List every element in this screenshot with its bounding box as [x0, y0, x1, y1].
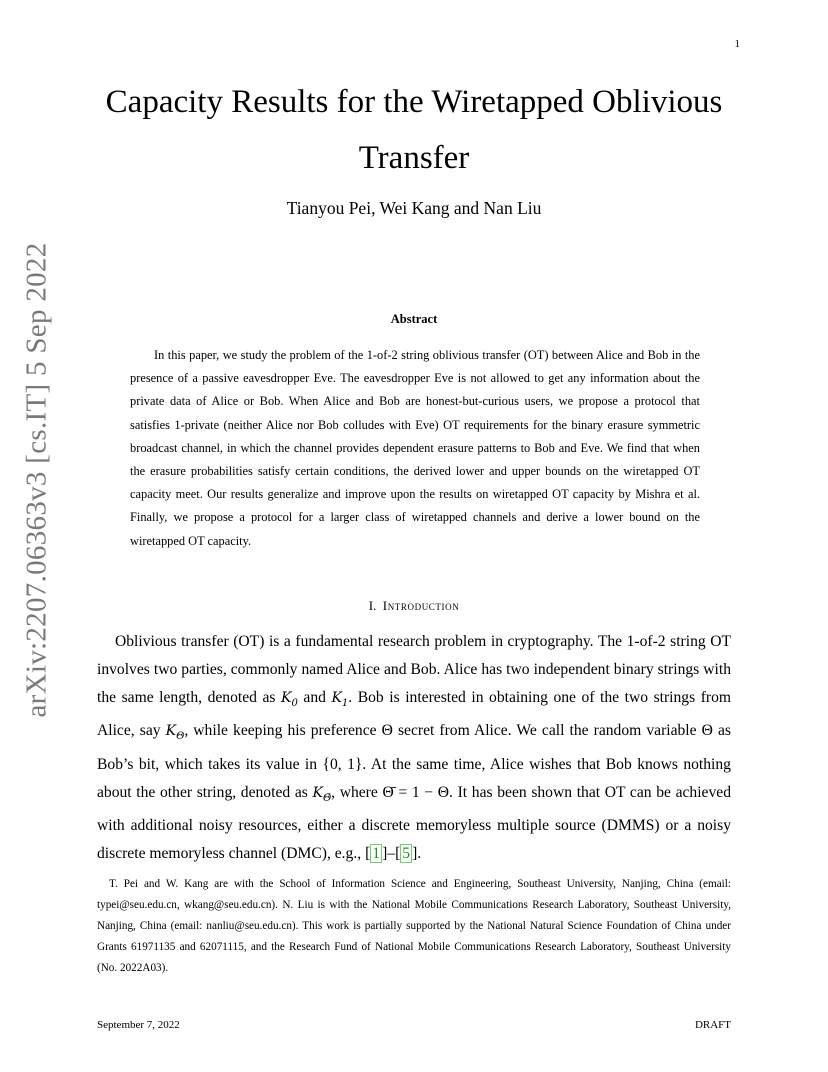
intro-text-5: , where	[331, 783, 383, 801]
section-heading	[100, 598, 728, 614]
page-number: 1	[734, 38, 740, 50]
math-k1: $K_1$	[331, 689, 349, 709]
intro-text-1: Oblivious transfer (OT) is a fundamental research problem in cryptography. The 1-of-2 string OT involves two parties, commonly named Alice and Bob. Alice has two independent binary strings with the same length, denoted as	[97, 633, 731, 706]
intro-paragraph: Oblivious transfer (OT) is a fundamental research problem in cryptography. The 1-of-2 string OT involves two parties, commonly named Alice and Bob. Alice has two independent binary strings with the same length, denoted as $K_0$ and $K_1$. Bob is interested in obtaining one of the two strings from Alice, say $K_\Theta$, while keeping his preference Θ secret from Alice. We call the random variable Θ as Bob’s bit, which takes its value in {0, 1}. At the same time, Alice wishes that Bob knows nothing about the other string, denoted as $K_{\Thetā}$, where Θ̄ = 1 − Θ. It has been shown that OT can be achieved with additional noisy resources, either a discrete memoryless multiple source (DMMS) or a noisy discrete memoryless channel (DMC), e.g., [ 1 ]–[ 5 ].	[97, 633, 732, 862]
intro-and: and	[297, 688, 332, 706]
intro-text-7: .	[417, 844, 422, 862]
math-k0: $K_0$	[281, 689, 298, 709]
section-title: Introduction	[382, 598, 460, 613]
math-set: {0, 1}	[322, 755, 363, 773]
affiliation-footnote: T. Pei and W. Kang are with the School of Information Science and Engineering, Southeast University, Nanjing, China (email: typei@seu.edu.cn, wkang@seu.edu.cn). N. Liu is with the National Mobile Communications Research Laboratory, Southeast University, Nanjing, China (email: nanliu@seu.edu.cn). This work is partially supported by the National Natural Science Foundation of China under Grants 61971135 and 62071115, and the Research Fund of National Mobile Communications Research Laboratory, Southeast University (No. 2022A03).	[97, 878, 731, 974]
math-equation: Θ̄ = 1 − Θ	[382, 783, 450, 801]
intro-text-6: . It has been shown that OT can be achieved with additional noisy resources, either a discrete memoryless multiple source (DMMS) or a noisy discrete memoryless channel (DMC), e.g.,	[97, 783, 731, 862]
math-ktheta: $K_\Theta$	[165, 723, 185, 742]
section-number: I.	[368, 598, 377, 613]
citation-dash: –	[387, 844, 396, 862]
abstract-text: In this paper, we study the problem of the 1-of-2 string oblivious transfer (OT) between Alice and Bob in the presence of a passive eavesdropper Eve. The eavesdropper Eve is not allowed to get any information about the private data of Alice or Bob. When Alice and Bob are honest-but-curious users, we propose a protocol that satisfies 1-private (neither Alice nor Bob colludes with Eve) OT requirements for the binary erasure symmetric broadcast channel, in which the channel provides dependent erasure patterns to Bob and Eve. We find that when the erasure probabilities satisfy certain conditions, the derived lower and upper bounds on the wiretapped OT capacity meet. Our results generalize and improve upon the results on wiretapped OT capacity by Mishra et al. Finally, we propose a protocol for a larger class of wiretapped channels and derive a lower bound on the wiretapped OT capacity.	[130, 348, 700, 548]
math-kbar: $K_{\Thetā}$	[312, 784, 332, 804]
arxiv-stamp: arXiv:2207.06363v3 [cs.IT] 5 Sep 2022	[20, 242, 53, 718]
author-list: Tianyou Pei, Wei Kang and Nan Liu	[286, 198, 542, 218]
abstract-heading: Abstract	[390, 312, 438, 326]
footer-draft-label: DRAFT	[694, 1019, 731, 1031]
intro-text-2: . Bob is interested in obtaining one of the two strings from Alice, say	[97, 688, 732, 740]
footer-date: September 7, 2022	[97, 1019, 180, 1031]
citation-link-5[interactable]: 5	[402, 844, 411, 862]
paper-title: Capacity Results for the Wiretapped Oblivious Transfer	[105, 84, 723, 176]
citation-link-1[interactable]: 1	[372, 844, 381, 862]
intro-text-3: , while keeping his preference Θ secret from Alice. We call the random variable Θ as Bob’s bit, which takes its value in	[97, 722, 731, 773]
intro-text-4: . At the same time, Alice wishes that Bob knows nothing about the other string, denoted as	[97, 755, 731, 801]
